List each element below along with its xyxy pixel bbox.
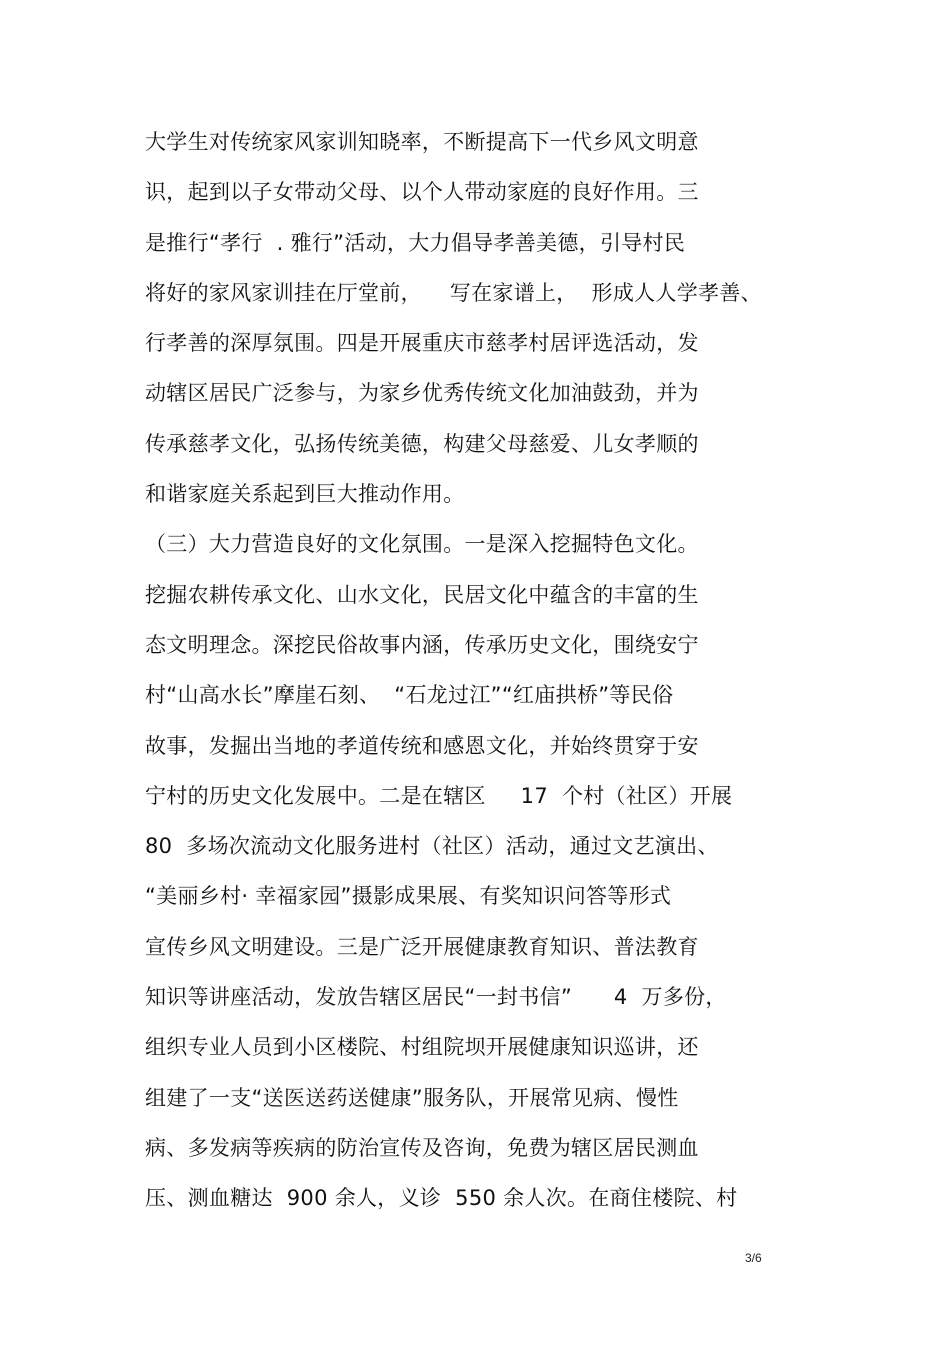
text-line: 挖掘农耕传承文化、山水文化，民居文化中蕴含的丰富的生	[145, 582, 699, 607]
text-line: 村“山高水长”摩崖石刻、 “石龙过江”“红庙拱桥”等民俗	[145, 683, 674, 708]
text-line: “美丽乡村· 幸福家园”摄影成果展、有奖知识问答等形式	[145, 884, 672, 909]
text-line: 大学生对传统家风家训知晓率，不断提高下一代乡风文明意	[145, 130, 699, 154]
text-line: 宣传乡风文明建设。三是广泛开展健康教育知识、普法教育	[145, 934, 699, 959]
text-line: 动辖区居民广泛参与，为家乡优秀传统文化加油鼓劲，并为	[145, 381, 699, 406]
text-line: 故事，发掘出当地的孝道传统和感恩文化，并始终贯穿于安	[145, 733, 699, 758]
body-text	[145, 118, 845, 1225]
text-line: 知识等讲座活动，发放告辖区居民“一封书信” 4 万多份，	[145, 985, 727, 1010]
text-line: 组建了一支“送医送药送健康”服务队，开展常见病、慢性	[145, 1085, 679, 1110]
text-line: 识，起到以子女带动父母、以个人带动家庭的良好作用。三	[145, 180, 699, 205]
text-line: 病、多发病等疾病的防治宣传及咨询，免费为辖区居民测血	[145, 1135, 699, 1160]
text-line: 行孝善的深厚氛围。四是开展重庆市慈孝村居评选活动，发	[145, 331, 699, 356]
text-line: 组织专业人员到小区楼院、村组院坝开展健康知识巡讲，还	[145, 1035, 699, 1060]
text-line: 将好的家风家训挂在厅堂前， 写在家谱上， 形成人人学孝善、	[145, 280, 762, 305]
text-line: 80 多场次流动文化服务进村（社区）活动，通过文艺演出、	[145, 834, 719, 859]
text-line: 宁村的历史文化发展中。二是在辖区 17 个村（社区）开展	[145, 783, 733, 808]
text-line: 态文明理念。深挖民俗故事内涵，传承历史文化，围绕安宁	[145, 632, 699, 657]
page-number: 3/6	[745, 1251, 762, 1265]
text-line: 传承慈孝文化，弘扬传统美德，构建父母慈爱、儿女孝顺的	[145, 431, 699, 456]
text-line: 是推行“孝行 . 雅行”活动，大力倡导孝善美德，引导村民	[145, 230, 686, 255]
text-line: 压、测血糖达 900 余人，义诊 550 余人次。在商住楼院、村	[145, 1186, 738, 1211]
section-heading-line: （三）大力营造良好的文化氛围。一是深入挖掘特色文化。	[145, 532, 699, 557]
text-line: 和谐家庭关系起到巨大推动作用。	[145, 482, 465, 507]
